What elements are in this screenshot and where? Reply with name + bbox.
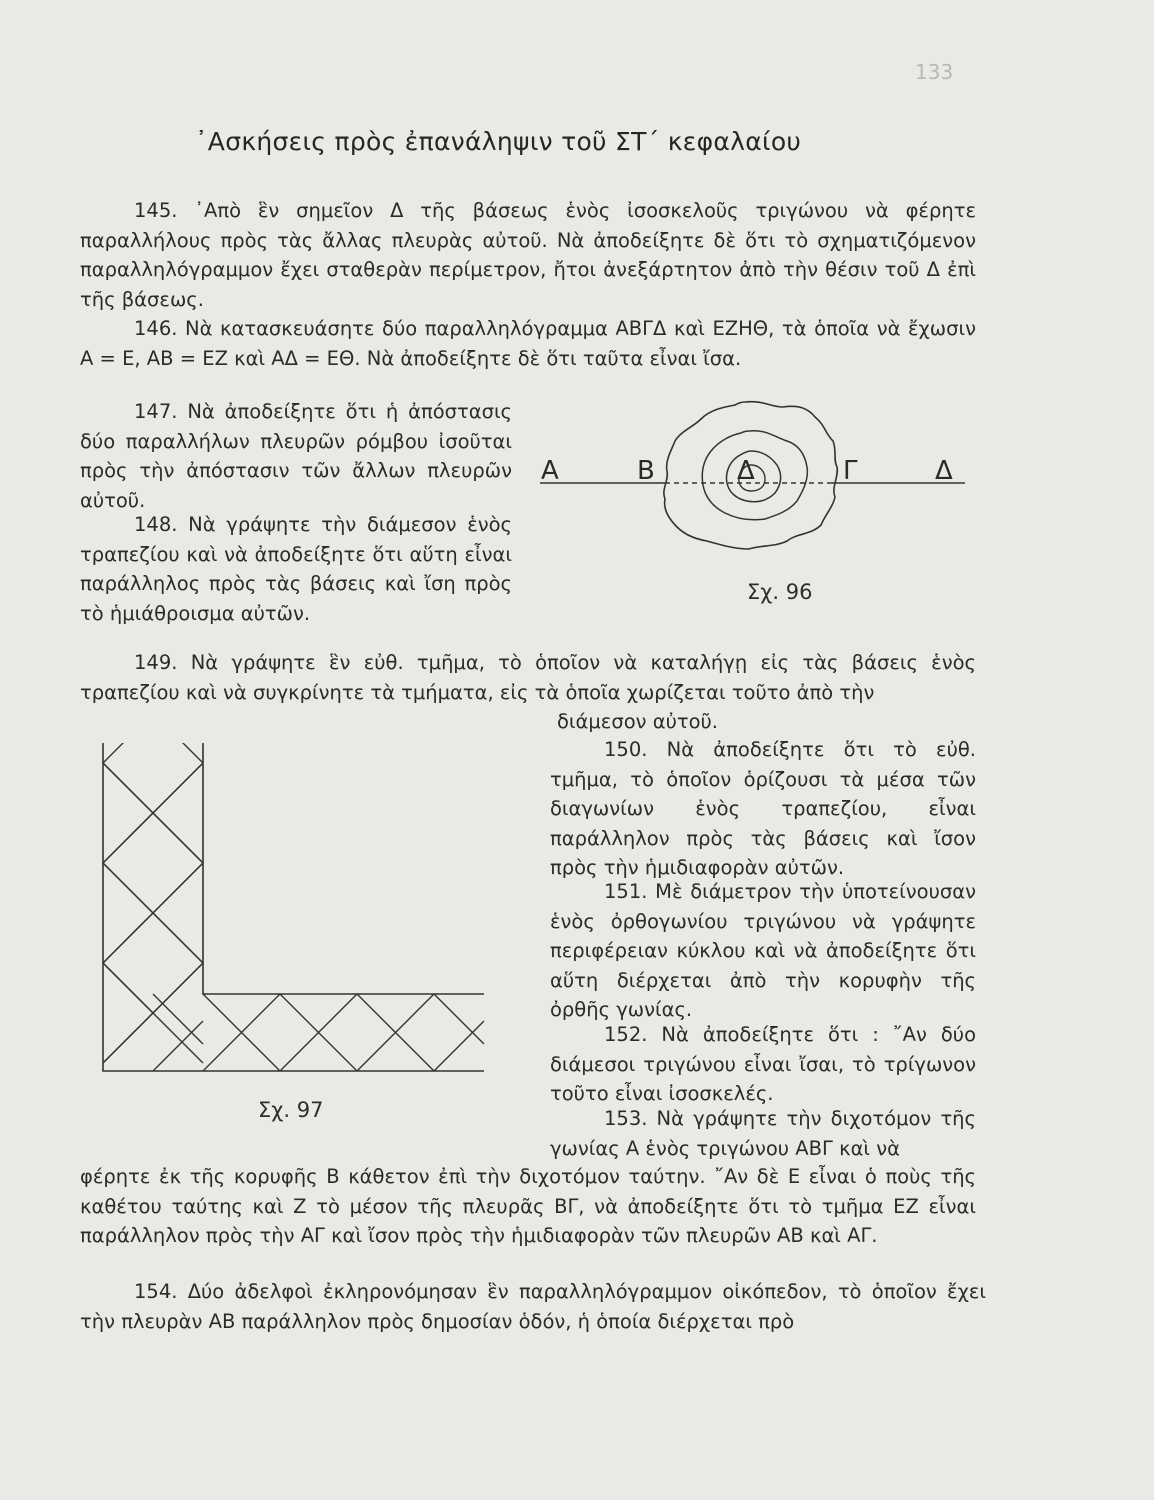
figure-97-caption: Σχ. 97	[258, 1098, 324, 1122]
exercise-146: 146. Νὰ κατασκευάσητε δύο παραλληλόγραμμα ΑΒΓΔ καὶ ΕΖΗΘ, τὰ ὁποῖα νὰ ἔχωσιν Α = Ε, ΑΒ = ΕΖ καὶ ΑΔ = ΕΘ. Νὰ ἀποδείξητε δὲ ὅτι ταῦτα εἶναι ἴσα.	[80, 317, 976, 370]
exercise-154: 154. Δύο ἀδελφοὶ ἐκληρονόμησαν ἓν παραλληλόγραμμον οἰκόπεδον, τὸ ὁποῖον ἔχει τὴν πλευρὰν ΑΒ παράλληλον πρὸς δημοσίαν ὁδόν, ἡ ὁποία διέρχεται πρὸ	[80, 1280, 986, 1333]
figure-96-label-d: Δ	[935, 456, 953, 486]
exercise-145: 145. ᾿Απὸ ἓν σημεῖον Δ τῆς βάσεως ἑνὸς ἰσοσκελοῦς τριγώνου νὰ φέρητε παραλλήλους πρὸς τὰς ἄλλας πλευρὰς αὐτοῦ. Νὰ ἀποδείξητε δὲ ὅτι τὸ σχηματιζόμενον παραλληλόγραμμον ἔχει σταθερὰν περίμετρον, ἤτοι ἀνεξάρτητον ἀπὸ τὴν θέσιν τοῦ Δ ἐπὶ τῆς βάσεως.	[80, 199, 976, 311]
exercise-153-continued: φέρητε ἐκ τῆς κορυφῆς Β κάθετον ἐπὶ τὴν διχοτόμον ταύτην. ῎Αν δὲ Ε εἶναι ὁ ποὺς τῆς καθέτου ταύτης καὶ Ζ τὸ μέσον τῆς πλευρᾶς ΒΓ, νὰ ἀποδείξητε ὅτι τὸ τμῆμα ΕΖ εἶναι παράλληλον πρὸς τὴν ΑΓ καὶ ἴσον πρὸς τὴν ἡμιδιαφορὰν τῶν πλευρῶν ΑΒ καὶ ΑΓ.	[80, 1165, 976, 1247]
figure-96-label-a: Α	[541, 456, 559, 486]
exercise-152: 152. Νὰ ἀποδείξητε ὅτι : ῎Αν δύο διάμεσοι τριγώνου εἶναι ἴσαι, τὸ τρίγωνον τοῦτο εἶναι ἰσοσκελές.	[550, 1023, 976, 1105]
figure-97-inner-outline	[203, 743, 484, 994]
exercise-153: 153. Νὰ γράψητε τὴν διχοτόμον τῆς γωνίας Α ἑνὸς τριγώνου ΑΒΓ καὶ νὰ	[550, 1107, 976, 1160]
figure-97-vertical-lattice-extra	[103, 763, 203, 1063]
exercise-149-continued: διάμεσον αὐτοῦ.	[557, 710, 718, 733]
figure-96-middle-curve	[702, 431, 807, 520]
figure-96-caption: Σχ. 96	[747, 580, 813, 604]
figure-96-label-center: Δ	[737, 456, 755, 486]
figure-96-label-b: Β	[637, 456, 655, 486]
exercise-150: 150. Νὰ ἀποδείξητε ὅτι τὸ εὐθ. τμῆμα, τὸ ὁποῖον ὁρίζουσι τὰ μέσα τῶν διαγωνίων ἑνὸς τραπεζίου, εἶναι παράλληλον πρὸς τὰς βάσεις καὶ ἴσον πρὸς τὴν ἡμιδιαφορὰν αὐτῶν.	[550, 738, 976, 879]
exercise-149: 149. Νὰ γράψητε ἓν εὐθ. τμῆμα, τὸ ὁποῖον νὰ καταλήγῃ εἰς τὰς βάσεις ἑνὸς τραπεζίου καὶ νὰ συγκρίνητε τὰ τμήματα, εἰς τὰ ὁποῖα χωρίζεται τοῦτο ἀπὸ τὴν	[80, 651, 976, 704]
section-heading: ᾿Ασκήσεις πρὸς ἐπανάληψιν τοῦ ΣΤ΄ κεφαλαίου	[195, 127, 802, 156]
exercise-147: 147. Νὰ ἀποδείξητε ὅτι ἡ ἀπόστασις δύο παραλλήλων πλευρῶν ρόμβου ἰσοῦται πρὸς τὴν ἀπόστασιν τῶν ἄλλων πλευρῶν αὐτοῦ.	[80, 400, 512, 512]
figure-97-outer-outline	[103, 743, 484, 1071]
exercise-151: 151. Μὲ διάμετρον τὴν ὑποτείνουσαν ἑνὸς ὀρθογωνίου τριγώνου νὰ γράψητε περιφέρειαν κύκλου καὶ νὰ ἀποδείξητε ὅτι αὕτη διέρχεται ἀπὸ τὴν κορυφὴν τῆς ὀρθῆς γωνίας.	[550, 880, 976, 1021]
figure-97-horizontal-lattice	[153, 994, 484, 1071]
figure-97-vertical-lattice	[103, 743, 203, 1063]
exercise-148: 148. Νὰ γράψητε τὴν διάμεσον ἑνὸς τραπεζίου καὶ νὰ ἀποδείξητε ὅτι αὕτη εἶναι παράλληλος πρὸς τὰς βάσεις καὶ ἴση πρὸς τὸ ἡμιάθροισμα αὐτῶν.	[80, 513, 512, 625]
figure-96	[525, 395, 975, 575]
page-number: 133	[915, 60, 954, 84]
figure-96-label-g: Γ	[843, 456, 858, 486]
figure-97	[100, 743, 490, 1078]
